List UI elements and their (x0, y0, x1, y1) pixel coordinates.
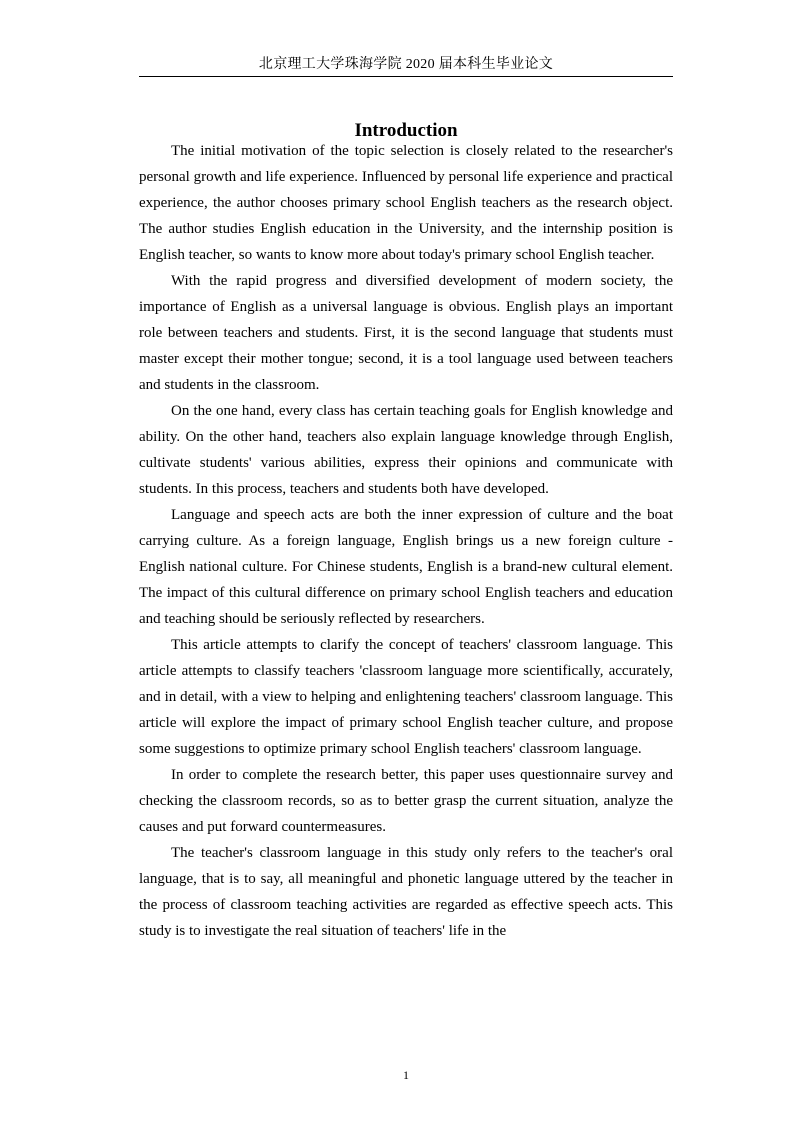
paragraph-7: The teacher's classroom language in this study only refers to the teacher's oral language, that is to say, all meaningful and phonetic language uttered by the teacher in the process of classroom teaching activities are regarded as effective speech acts. This study is to investigate the real situation of teachers' life in the (139, 845, 673, 939)
paragraph-3: On the one hand, every class has certain teaching goals for English knowledge and ability. On the other hand, teachers also explain language knowledge through English, cultivate students' various abilities, express their opinions and communicate with students. In this process, teachers and students both have developed. (139, 403, 673, 497)
page-number: 1 (403, 1068, 409, 1082)
paragraph-5: This article attempts to clarify the concept of teachers' classroom language. This article attempts to classify teachers 'classroom language more scientifically, accurately, and in detail, with a view to helping and enlightening teachers' classroom language. This article will explore the impact of primary school English teacher culture, and propose some suggestions to optimize primary school English teachers' classroom language. (139, 637, 673, 757)
paragraph-2: With the rapid progress and diversified development of modern society, the importance of English as a universal language is obvious. English plays an important role between teachers and students. First, it is the second language that students must master except their mother tongue; second, it is a tool language used between teachers and students in the classroom. (139, 273, 673, 393)
section-title: Introduction (354, 119, 458, 141)
paragraph-1: The initial motivation of the topic selection is closely related to the researcher's personal growth and life experience. Influenced by personal life experience and practical experience, the author chooses primary school English teachers as the research object. The author studies English education in the University, and the internship position is English teacher, so wants to know more about today's primary school English teacher. (139, 143, 673, 263)
body-text (139, 138, 673, 944)
paragraph-4: Language and speech acts are both the inner expression of culture and the boat carrying culture. As a foreign language, English brings us a new foreign culture - English national culture. For Chinese students, English is a brand-new cultural element. The impact of this cultural difference on primary school English teachers and education and teaching should be seriously reflected by researchers. (139, 507, 673, 627)
running-header: 北京理工大学珠海学院 2020 届本科生毕业论文 (258, 57, 554, 72)
header-rule (139, 76, 673, 77)
paragraph-6: In order to complete the research better, this paper uses questionnaire survey and checking the classroom records, so as to better grasp the current situation, analyze the causes and put forward countermeasures. (139, 767, 673, 835)
